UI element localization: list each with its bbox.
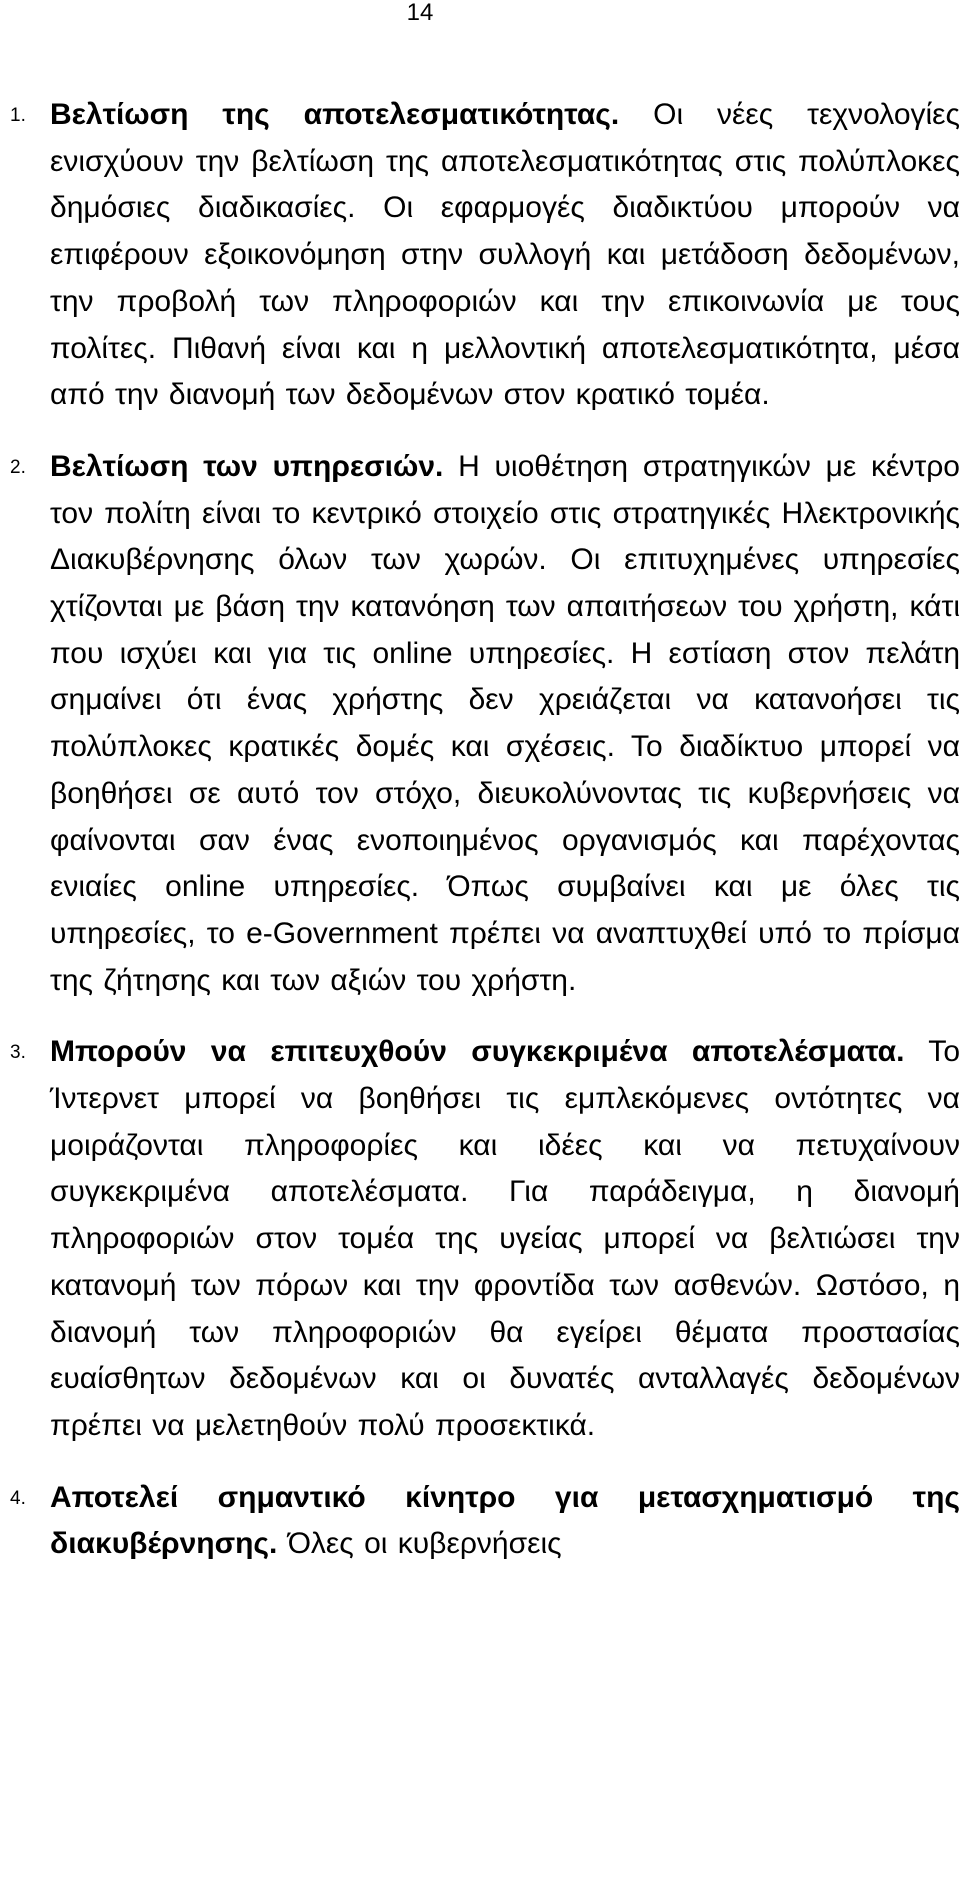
list-item-number: 3.: [10, 1042, 26, 1064]
list-item-text: Όλες οι κυβερνήσεις: [277, 1527, 562, 1561]
list-item-text: Οι νέες τεχνολογίες ενισχύουν την βελτίωση της αποτελεσματικότητας στις πολύπλοκες δημόσιες διαδικασίες. Οι εφαρμογές διαδικτύου μπορούν να επιφέρουν εξοικονόμηση στην συλλογή και μετάδοση δεδομένων, την προβολή των πληροφοριών και την επικοινωνία με τους πολίτες. Πιθανή είναι και η μελλοντική αποτελεσματικότητα, μέσα από την διανομή των δεδομένων στον κρατικό τομέα.: [50, 98, 960, 412]
numbered-list: [10, 92, 960, 1593]
list-item: [10, 444, 960, 1004]
list-item-body: [50, 444, 960, 1004]
list-item-body: [50, 1029, 960, 1449]
list-item-body: [50, 1475, 960, 1568]
list-item-number: 4.: [10, 1487, 26, 1509]
list-item-text: Η υιοθέτηση στρατηγικών με κέντρο τον πολίτη είναι το κεντρικό στοιχείο στις στρατηγικές Ηλεκτρονικής Διακυβέρνησης όλων των χωρών. Οι επιτυχημένες υπηρεσίες χτίζονται με βάση την κατανόηση των απαιτήσεων του χρήστη, κάτι που ισχύει και για τις online υπηρεσίες. Η εστίαση στον πελάτη σημαίνει ότι ένας χρήστης δεν χρειάζεται να κατανοήσει τις πολύπλοκες κρατικές δομές και σχέσεις. Το διαδίκτυο μπορεί να βοηθήσει σε αυτό τον στόχο, διευκολύνοντας τις κυβερνήσεις να φαίνονται σαν ένας ενοποιημένος οργανισμός και παρέχοντας ενιαίες online υπηρεσίες. Όπως συμβαίνει και με όλες τις υπηρεσίες, το e-Government πρέπει να αναπτυχθεί υπό το πρίσμα της ζήτησης και των αξιών του χρήστη.: [50, 449, 960, 997]
list-item: [10, 1029, 960, 1449]
list-item-number: 2.: [10, 456, 26, 478]
list-item: [10, 92, 960, 419]
list-item-title: Μπορούν να επιτευχθούν συγκεκριμένα αποτελέσματα.: [50, 1035, 905, 1069]
list-item-text: Το Ίντερνετ μπορεί να βοηθήσει τις εμπλεκόμενες οντότητες να μοιράζονται πληροφορίες και ιδέες και να πετυχαίνουν συγκεκριμένα αποτελέσματα. Για παράδειγμα, η διανομή πληροφοριών στον τομέα της υγείας μπορεί να βελτιώσει την κατανομή των πόρων και την φροντίδα των ασθενών. Ωστόσο, η διανομή των πληροφοριών θα εγείρει θέματα προστασίας ευαίσθητων δεδομένων και οι δυνατές ανταλλαγές δεδομένων πρέπει να μελετηθούν πολύ προσεκτικά.: [50, 1035, 960, 1442]
list-item-title: Βελτίωση της αποτελεσματικότητας.: [50, 98, 620, 131]
list-item-body: [50, 92, 960, 419]
list-item-number: 1.: [10, 105, 26, 126]
list-item-title: Αποτελεί σημαντικό κίνητρο για μετασχηματισμό της διακυβέρνησης.: [50, 1480, 960, 1561]
list-item: [10, 1475, 960, 1568]
page-number: 14: [406, 0, 434, 26]
list-item-title: Βελτίωση των υπηρεσιών.: [50, 449, 444, 483]
